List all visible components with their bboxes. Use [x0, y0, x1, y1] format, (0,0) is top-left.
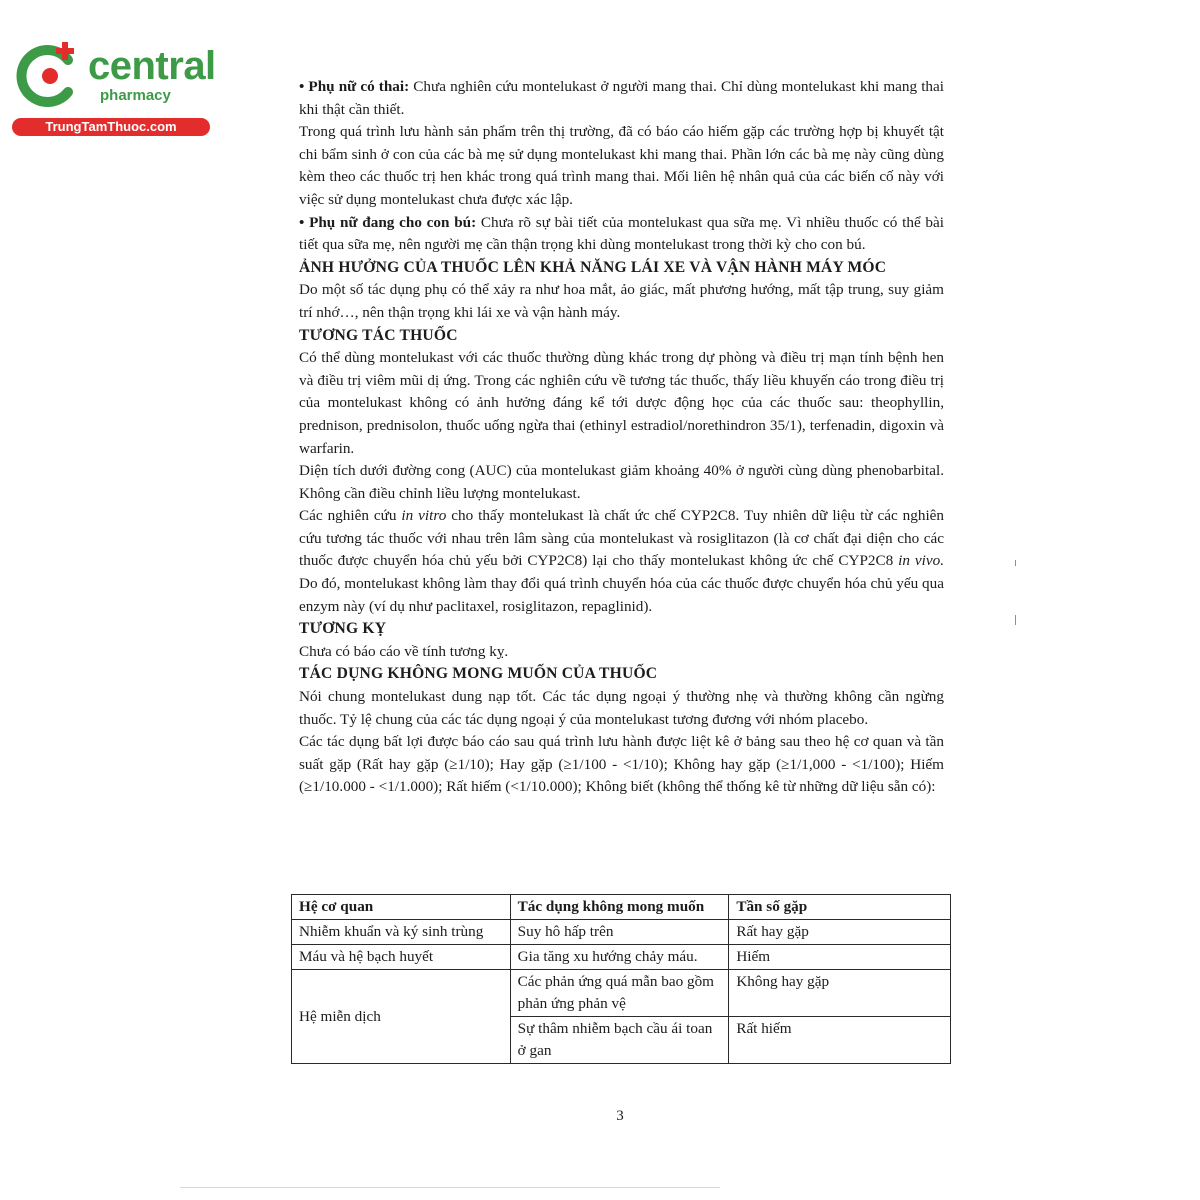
- site-url-badge[interactable]: TrungTamThuoc.com: [12, 118, 210, 136]
- table-cell: Hệ miễn dịch: [292, 970, 511, 1064]
- table-cell: Gia tăng xu hướng chảy máu.: [510, 945, 729, 970]
- brand-subtitle: pharmacy: [100, 87, 171, 104]
- table-cell: Máu và hệ bạch huyết: [292, 945, 511, 970]
- incompatibility-paragraph: Chưa có báo cáo về tính tương kỵ.: [299, 642, 509, 660]
- document-body: [299, 76, 944, 799]
- adverse-effects-table: [291, 894, 951, 1064]
- driving-paragraph: Do một số tác dụng phụ có thể xảy ra như hoa mắt, ảo giác, mất phương hướng, mất tập trung, suy giảm trí nhớ…, nên thận trọng khi lái xe và vận hành máy.: [299, 281, 944, 321]
- table-cell: Hiếm: [729, 945, 951, 970]
- margin-mark: [1015, 560, 1016, 566]
- pharmacy-c-logo-icon: [10, 36, 90, 116]
- interactions-text-e: Do đó, montelukast không làm thay đổi quá trình chuyển hóa của các thuốc được chuyển hóa chủ yếu qua enzym này (ví dụ như paclitaxel, rosiglitazon, repaglinid).: [299, 575, 944, 615]
- adverse-paragraph-2: Các tác dụng bất lợi được báo cáo sau quá trình lưu hành được liệt kê ở bảng sau theo hệ cơ quan và tần suất gặp (Rất hay gặp (≥1/10); Hay gặp (≥1/100 - <1/10); Không hay gặp (≥1/1,000 - <1/100); Hiếm (≥1/10.000 - <1/1.000); Rất hiếm (<1/10.000); Không biết (không thể thống kê từ những dữ liệu sẵn có):: [299, 733, 944, 796]
- breastfeeding-text: Chưa rõ sự bài tiết của montelukast qua sữa mẹ. Vì nhiều thuốc có thể bài tiết qua sữa mẹ, nên người mẹ cần thận trọng khi dùng montelukast trong thời kỳ cho con bú.: [299, 213, 944, 254]
- pregnancy-paragraph: [299, 76, 944, 121]
- pregnancy-report-paragraph: Trong quá trình lưu hành sản phẩm trên thị trường, đã có báo cáo hiếm gặp các trường hợp bị khuyết tật chi bẩm sinh ở con của các bà mẹ sử dụng montelukast khi mang thai. Phần lớn các bà mẹ này cũng dùng kèm theo các thuốc trị hen khác trong quá trình mang thai. Mối liên hệ nhân quả của các biến cố này với việc sử dụng montelukast chưa được xác lập.: [299, 123, 944, 208]
- table-cell: Rất hay gặp: [729, 920, 951, 945]
- table-row: [292, 945, 951, 970]
- adverse-paragraph-1: Nói chung montelukast dung nạp tốt. Các tác dụng ngoại ý thường nhẹ và thường không cần ngừng thuốc. Tỷ lệ chung của các tác dụng ngoại ý của montelukast tương đương với nhóm placebo.: [299, 688, 944, 728]
- adverse-effects-heading: TÁC DỤNG KHÔNG MONG MUỐN CỦA THUỐC: [299, 665, 658, 683]
- scan-edge-line: [180, 1187, 720, 1188]
- brand-name: central: [88, 44, 216, 88]
- table-cell: Rất hiếm: [729, 1017, 951, 1064]
- breastfeeding-paragraph: [299, 212, 944, 257]
- page-number: 3: [616, 1108, 624, 1124]
- table-row: [292, 970, 951, 1017]
- interactions-paragraph-2: Diện tích dưới đường cong (AUC) của montelukast giảm khoảng 40% ở người cùng dùng phenobarbital. Không cần điều chỉnh liều lượng montelukast.: [299, 462, 944, 502]
- table-cell: Sự thâm nhiễm bạch cầu ái toan ở gan: [510, 1017, 729, 1064]
- interactions-heading: TƯƠNG TÁC THUỐC: [299, 326, 458, 344]
- table-cell: Không hay gặp: [729, 970, 951, 1017]
- table-cell: Suy hô hấp trên: [510, 920, 729, 945]
- table-cell: Các phản ứng quá mẫn bao gồm phản ứng phản vệ: [510, 970, 729, 1017]
- interactions-paragraph-3: [299, 505, 944, 618]
- header-frequency: Tần số gặp: [729, 895, 951, 920]
- interactions-text-c: cho thấy montelukast là chất ức chế CYP2C8. Tuy nhiên dữ liệu từ các nghiên cứu tương tác thuốc với nhau trên lâm sàng của montelukast và rosiglitazon (là cơ chất đại diện cho các thuốc được chuyển hóa chủ yếu bởi CYP2C8) lại cho thấy montelukast không ức chế CYP2C8: [299, 507, 945, 570]
- header-organ-system: Hệ cơ quan: [292, 895, 511, 920]
- pregnancy-label: • Phụ nữ có thai:: [299, 78, 410, 95]
- table-row: [292, 920, 951, 945]
- in-vitro-term: in vitro: [401, 507, 447, 525]
- pregnancy-text: Chưa nghiên cứu montelukast ở người mang thai. Chỉ dùng montelukast khi mang thai khi thật cần thiết.: [299, 78, 944, 118]
- interactions-text-a: Các nghiên cứu: [299, 507, 402, 525]
- table-cell: Nhiễm khuẩn và ký sinh trùng: [292, 920, 511, 945]
- table-header-row: [292, 895, 951, 920]
- central-pharmacy-logo[interactable]: [10, 36, 220, 136]
- in-vivo-term: in vivo.: [898, 552, 945, 570]
- margin-mark: [1015, 615, 1016, 625]
- driving-heading: ẢNH HƯỞNG CỦA THUỐC LÊN KHẢ NĂNG LÁI XE VÀ VẬN HÀNH MÁY MÓC: [299, 258, 887, 276]
- interactions-paragraph-1: Có thể dùng montelukast với các thuốc thường dùng khác trong dự phòng và điều trị mạn tính bệnh hen và điều trị viêm mũi dị ứng. Trong các nghiên cứu về tương tác thuốc, thấy liều khuyến cáo trong điều trị của montelukast không có ảnh hưởng đáng kể tới dược động học của các thuốc sau: theophyllin, prednison, prednisolon, thuốc uống ngừa thai (ethinyl estradiol/norethindron 35/1), terfenadin, digoxin và warfarin.: [299, 349, 944, 457]
- breastfeeding-label: • Phụ nữ đang cho con bú:: [299, 213, 477, 231]
- header-adverse-effect: Tác dụng không mong muốn: [510, 895, 729, 920]
- incompatibility-heading: TƯƠNG KỴ: [299, 620, 387, 638]
